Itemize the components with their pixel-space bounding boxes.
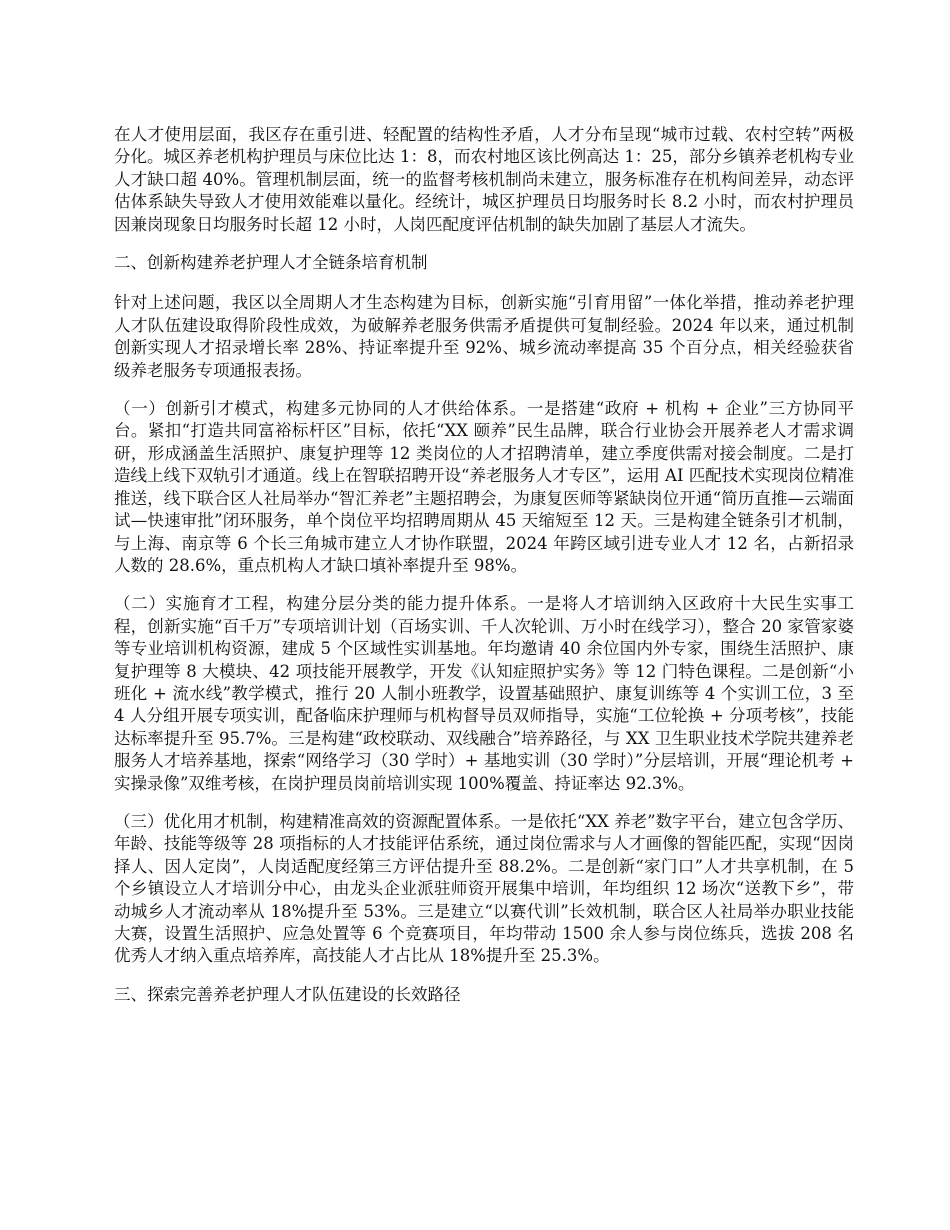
- paragraph-talent-usage-problems: 在人才使用层面，我区存在重引进、轻配置的结构性矛盾，人才分布呈现“城市过载、农村空转”两极分化。城区养老机构护理员与床位比达 1：8，而农村地区该比例高达 1：25，部分乡镇养老机构专业人才缺口超 40%。管理机制层面，统一的监督考核机制尚未建立，服务标准存在机构间差异，动态评估体系缺失导致人才使用效能难以量化。经统计，城区护理员日均服务时长 8.2 小时，而农村护理员因兼岗现象日均服务时长超 12 小时，人岗匹配度评估机制的缺失加剧了基层人才流失。: [114, 125, 854, 234]
- paragraph-talent-allocation: （三）优化用才机制，构建精准高效的资源配置体系。一是依托“XX 养老”数字平台，建立包含学历、年龄、技能等级等 28 项指标的人才技能评估系统，通过岗位需求与人才画像的智能匹配，实现“因岗择人、因人定岗”，人岗适配度经第三方评估提升至 88.2%。二是创新“家门口”人才共享机制，在 5 个乡镇设立人才培训分中心，由龙头企业派驻师资开展集中培训，年均组织 12 场次“送教下乡”，带动城乡人才流动率从 18%提升至 53%。三是建立“以赛代训”长效机制，联合区人社局举办职业技能大赛，设置生活照护、应急处置等 6 个竞赛项目，年均带动 1500 余人参与岗位练兵，选拔 208 名优秀人才纳入重点培养库，高技能人才占比从 18%提升至 25.3%。: [114, 811, 854, 966]
- section-heading-3: 三、探索完善养老护理人才队伍建设的长效路径: [114, 984, 461, 1004]
- paragraph-section-2-intro: 针对上述问题，我区以全周期人才生态构建为目标，创新实施“引育用留”一体化举措，推动养老护理人才队伍建设取得阶段性成效，为破解养老服务供需矛盾提供可复制经验。2024 年以来，通过机制创新实现人才招录增长率 28%、持证率提升至 92%、城乡流动率提高 35 个百分点，相关经验获省级养老服务专项通报表扬。: [114, 293, 854, 380]
- paragraph-recruitment: （一）创新引才模式，构建多元协同的人才供给体系。一是搭建“政府 + 机构 + 企业”三方协同平台。紧扣“打造共同富裕标杆区”目标，依托“XX 颐养”民生品牌，联合行业协会开展养老人才需求调研，形成涵盖生活照护、康复护理等 12 类岗位的人才招聘清单，建立季度供需对接会制度。二是打造线上线下双轨引才通道。线上在智联招聘开设“养老服务人才专区”，运用 AI 匹配技术实现岗位精准推送，线下联合区人社局举办“智汇养老”主题招聘会，为康复医师等紧缺岗位开通“简历直推—云端面试—快速审批”闭环服务，单个岗位平均招聘周期从 45 天缩短至 12 天。三是构建全链条引才机制，与上海、南京等 6 个长三角城市建立人才协作联盟，2024 年跨区域引进专业人才 12 名，占新招录人数的 28.6%，重点机构人才缺口填补率提升至 98%。: [114, 399, 854, 575]
- document-body: [114, 124, 854, 1024]
- section-heading-2: 二、创新构建养老护理人才全链条培育机制: [114, 253, 428, 273]
- paragraph-training: （二）实施育才工程，构建分层分类的能力提升体系。一是将人才培训纳入区政府十大民生实事工程，创新实施“百千万”专项培训计划（百场实训、千人次轮训、万小时在线学习），整合 20 家管家婆等专业培训机构资源，建成 5 个区域性实训基地。年均邀请 40 余位国内外专家，围绕生活照护、康复护理等 8 大模块、42 项技能开展教学，开发《认知症照护实务》等 12 门特色课程。二是创新“小班化 + 流水线”教学模式，推行 20 人制小班教学，设置基础照护、康复训练等 4 个实训工位，3 至 4 人分组开展专项实训，配备临床护理师与机构督导员双师指导，实施“工位轮换 + 分项考核”，技能达标率提升至 95.7%。三是构建“政校联动、双线融合”培养路径，与 XX 卫生职业技术学院共建养老服务人才培养基地，探索“网络学习（30 学时）+ 基地实训（30 学时）”分层培训，开展“理论机考 + 实操录像”双维考核，在岗护理员岗前培训实现 100%覆盖、持证率达 92.3%。: [114, 594, 854, 793]
